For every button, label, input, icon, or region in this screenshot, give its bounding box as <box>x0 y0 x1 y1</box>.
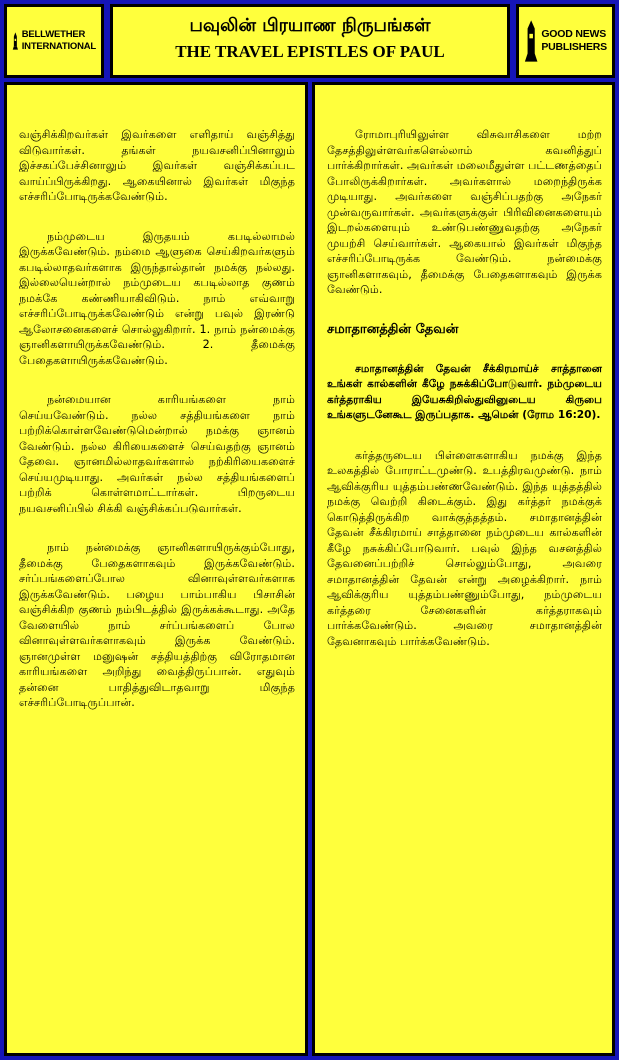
title-tamil: பவுலின் பிரயாண நிருபங்கள் <box>189 15 431 36</box>
bell-tower-icon <box>12 17 19 65</box>
logo-left-line2: INTERNATIONAL <box>21 41 96 52</box>
paragraph: நாம் நன்மைக்கு ஞானிகளாயிருக்கும்போது, தீமைக்கு பேதைகளாகவும் இருக்கவேண்டும். சர்ப்பங்களைப்போல வினாவுள்ளவர்களாக இருக்கவேண்டும். பழைய பாம்பாகிய பிசாசின் வஞ்சிக்கிற குணம் நம்பிடத்தில் இருக்கக்கூடாது. அதே வேளையில் நாம் சர்ப்பங்களைப் போல வினாவுள்ளவர்களாகவும் இருக்க வேண்டும். ஞானமுள்ள மனுஷன் சத்தியத்திற்கு விரோதமான காரியங்களை அறிந்து வைத்திருப்பான். எதுவும் தன்னை பாதித்துவிடாதவாறு மிகுந்த எச்சரிப்போடிருப்பான். <box>19 541 295 709</box>
left-column <box>4 82 308 1056</box>
paragraph: ரோமாபுரியிலுள்ள விசுவாசிகளை மற்ற தேசத்திலுள்ளவர்களெல்லாம் கவனித்துப் பார்க்கிறார்கள். அவர்கள் மலைமீதுள்ள பட்டணத்தைப் போலிருக்கிறார்கள். அவர்களால் மறைந்திருக்க முடியாது. அவர்களை வஞ்சிப்பதற்கு அநேகர் முன்வருவார்கள். அவர்களுக்குள் பிரிவினைகளையும் இடறல்களையும் உண்டுபண்ணுவதற்கு அநேகர் முயற்சி செய்வார்கள். ஆகையால் இவர்கள் மிகுந்த எச்சரிப்போடிருக்க வேண்டும். நன்மைக்கு ஞானிகளாகவும், தீமைக்கு பேதைகளாகவும் இருக்க வேண்டும். <box>327 128 603 296</box>
logo-right-line1: GOOD NEWS <box>541 28 607 40</box>
paragraph: நன்மையான காரியங்களை நாம் செய்யவேண்டும். நல்ல சத்தியங்களை நாம் பற்றிக்கொள்ளவேண்டுமென்றால் நமக்கு ஞானம் வேண்டும். நல்ல கிரியைகளைச் செய்வதற்கு ஞானம் தேவை. ஞானமில்லாதவர்களால் நற்கிரியைகளைச் செய்யமுடியாது. அவர்கள் நல்ல சத்தியங்களைப் பற்றிக் கொள்ளமாட்டார்கள். பிறருடைய நயவசனிப்பில் சிக்கி வஞ்சிக்கப்படுவார்கள். <box>19 393 295 515</box>
book-tower-icon <box>524 17 538 65</box>
paragraph: கர்த்தருடைய பிள்ளைகளாகிய நமக்கு இந்த உலகத்தில் போராட்டமுண்டு. உபத்திரவமுண்டு. நாம் ஆவிக்குரிய யுத்தம்பண்ணவேண்டும். இந்த யுத்தத்தில் நமக்கு வெற்றி கிடைக்கும். இது கர்த்தர் நமக்குக் கொடுத்திருக்கிற வாக்குத்தத்தம். சமாதானத்தின் தேவன் சீக்கிரமாய் சாத்தானை நம்முடைய கால்களின் கீழே நசுக்கிப்போடுவார். பவுல் இந்த வசனத்தில் தேவனைப்பற்றிச் சொல்லும்போது, அவரை சமாதானத்தின் தேவன் என்று அழைக்கிறார். நாம் ஆவிக்குரிய யுத்தம்பண்ணும்போது, நம்முடைய கர்த்தரை சேனைகளின் கர்த்தராகவும் பார்க்கவேண்டும். அவரை சமாதானத்தின் தேவனாகவும் பார்க்கவேண்டும். <box>327 448 602 648</box>
paragraph: வஞ்சிக்கிறவர்கள் இவர்களை எளிதாய் வஞ்சித்து விடுவார்கள். தங்கள் நயவசனிப்பினாலும் இச்சகப்பேச்சினாலும் இவர்கள் வஞ்சிக்கப்பட வாய்ப்பிருக்கிறது. ஆகையினால் இவர்கள் மிகுந்த எச்சரிப்போடிருக்கவேண்டும். <box>19 128 295 203</box>
right-column <box>312 82 615 1056</box>
logo-right-line2: PUBLISHERS <box>541 41 607 53</box>
paragraph: நம்முடைய இருதயம் கபடில்லாமல் இருக்கவேண்டும். நம்மை ஆளுகை செய்கிறவர்களும் கபடில்லாதவர்களாக இருந்தால்தான் நமக்கு நல்லது. இல்லையென்றால் நம்முடைய கபடில்லாத குணம் நமக்கே கண்ணியாகிவிடும். நாம் எவ்வாறு எச்சரிப்போடிருக்கவேண்டும் என்று பவுல் இரண்டு ஆலோசனைகளைச் சொல்லுகிறார். 1. நாம் நன்மைக்கு ஞானிகளாயிருக்கவேண்டும். 2. தீமைக்கு பேதைகளாயிருக்கவேண்டும். <box>19 229 295 367</box>
scripture-verse: சமாதானத்தின் தேவன் சீக்கிரமாய்ச் சாத்தானை உங்கள் கால்களின் கீழே நசுக்கிப்போடுவார். நம்முடைய கர்த்தராகிய இயேசுகிறிஸ்துவினுடைய கிருபை உங்களுடனேகூட இருப்பதாக. ஆமென் (ரோம 16:20). <box>327 362 602 421</box>
section-title: சமாதானத்தின் தேவன் <box>327 321 459 337</box>
logo-good-news <box>516 4 615 78</box>
logo-left-line1: BELLWETHER <box>21 29 86 40</box>
logo-bellwether <box>4 4 104 78</box>
page-header <box>110 4 510 78</box>
title-english: THE TRAVEL EPISTLES OF PAUL <box>175 42 445 61</box>
